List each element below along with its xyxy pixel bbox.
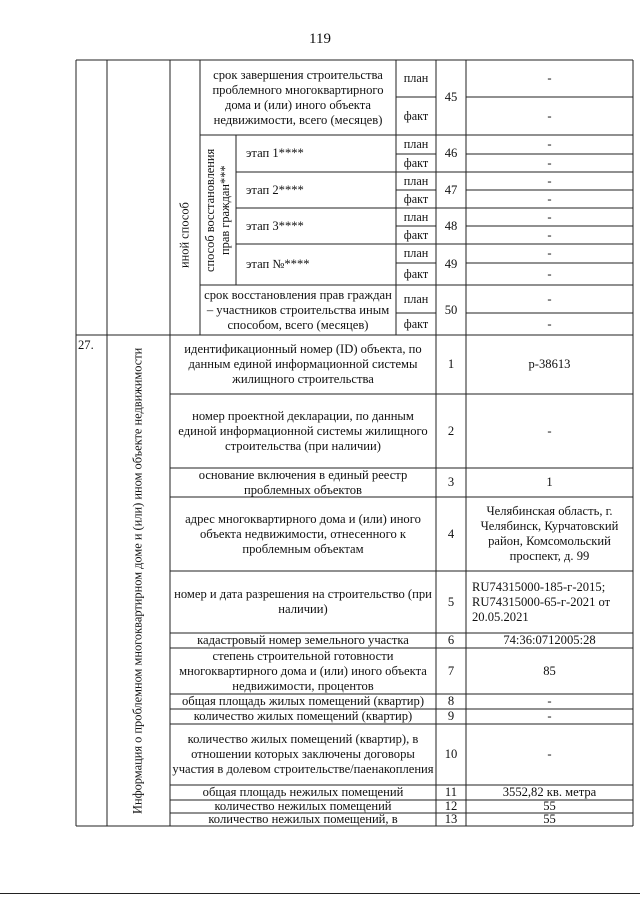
fact-value: - bbox=[547, 155, 552, 170]
field-value: - bbox=[547, 423, 552, 438]
plan-value: - bbox=[547, 246, 552, 260]
field-value: - bbox=[547, 694, 552, 708]
fact-value: - bbox=[547, 266, 552, 281]
field-number: 1 bbox=[447, 357, 455, 371]
field-label: номер и дата разрешения на строительство (при наличии) bbox=[174, 587, 432, 616]
field-number: 2 bbox=[447, 423, 455, 438]
field-number: 5 bbox=[447, 594, 455, 609]
field-value: RU74315000-185-г-2015; RU74315000-65-г-2021 от 20.05.2021 bbox=[472, 579, 611, 624]
plan-value: - bbox=[547, 71, 552, 85]
problem-object-group-label: Информация о проблемном многоквартирном доме и (или) ином объекте недвижимости bbox=[130, 347, 145, 815]
field-value: Челябинская область, г. Челябинск, Курчатовский район, Комсомольский проспект, д. 99 bbox=[480, 504, 619, 563]
field-label: адрес многоквартирного дома и (или) иного объекта недвижимости, отнесенного к проблемным объектам bbox=[185, 511, 421, 556]
stage-label: этап №**** bbox=[246, 257, 310, 271]
field-value: p-38613 bbox=[528, 357, 571, 371]
field-number: 3 bbox=[447, 475, 455, 489]
page-number: 119 bbox=[309, 31, 331, 47]
fact-value: - bbox=[547, 316, 552, 331]
plan-label: план bbox=[403, 246, 429, 260]
fact-label: факт bbox=[403, 191, 429, 206]
field-number: 12 bbox=[444, 799, 458, 813]
other-method-label: иной способ bbox=[177, 202, 192, 268]
row-number: 50 bbox=[444, 302, 458, 317]
section-row-number: 27. bbox=[78, 337, 94, 352]
field-number: 6 bbox=[447, 633, 455, 647]
field-label: количество жилых помещений (квартир) bbox=[193, 709, 413, 723]
stage-label: этап 3**** bbox=[246, 218, 304, 233]
row-number: 48 bbox=[444, 218, 458, 233]
stage-label: этап 2**** bbox=[246, 182, 304, 197]
field-number: 9 bbox=[447, 709, 455, 723]
plan-label: план bbox=[403, 173, 429, 188]
plan-label: план bbox=[403, 291, 429, 306]
plan-value: - bbox=[547, 291, 552, 306]
plan-label: план bbox=[403, 209, 429, 224]
plan-label: план bbox=[403, 71, 429, 85]
field-value: 3552,82 кв. метра bbox=[502, 785, 597, 799]
field-number: 7 bbox=[447, 663, 455, 678]
restoration-term-label: срок восстановления прав граждан – участников строительства иным способом, всего (месяцев) bbox=[204, 287, 392, 332]
field-number: 10 bbox=[444, 747, 458, 761]
fact-label: факт bbox=[403, 266, 429, 281]
field-label: количество нежилых помещений, в bbox=[208, 812, 398, 826]
field-value: - bbox=[547, 747, 552, 761]
row-number: 45 bbox=[444, 90, 458, 104]
field-value: 1 bbox=[546, 475, 553, 489]
completion-term-label: срок завершения строительства проблемного многоквартирного дома и (или) иного объекта недвижимости, всего (месяцев) bbox=[212, 67, 384, 127]
restoration-method-label: способ восстановления прав граждан*** bbox=[203, 148, 232, 272]
row-number: 49 bbox=[444, 257, 458, 271]
field-value: 55 bbox=[543, 799, 556, 813]
fact-label: факт bbox=[403, 227, 429, 242]
field-label: номер проектной декларации, по данным единой информационной системы жилищного строительства (при наличии) bbox=[178, 408, 428, 453]
fact-label: факт bbox=[403, 316, 429, 331]
field-value: 74:36:0712005:28 bbox=[503, 633, 596, 647]
field-value: - bbox=[547, 709, 552, 723]
field-label: основание включения в единый реестр проблемных объектов bbox=[198, 467, 408, 497]
field-label: степень строительной готовности многоквартирного дома и (или) иного объекта недвижимости, процентов bbox=[179, 648, 427, 693]
plan-value: - bbox=[547, 137, 552, 151]
stage-label: этап 1**** bbox=[246, 146, 304, 160]
plan-value: - bbox=[547, 173, 552, 188]
fact-value: - bbox=[547, 108, 552, 123]
plan-value: - bbox=[547, 209, 552, 224]
field-number: 11 bbox=[444, 785, 458, 799]
field-label: количество жилых помещений (квартир), в отношении которых заключены договоры участия в долевом строительстве/паенакопления bbox=[172, 732, 434, 776]
field-value: 85 bbox=[543, 663, 556, 678]
field-label: количество нежилых помещений bbox=[214, 799, 392, 813]
field-label: идентификационный номер (ID) объекта, по данным единой информационной системы жилищного строительства bbox=[184, 342, 422, 386]
page-bottom-rule bbox=[0, 893, 640, 894]
field-number: 4 bbox=[447, 526, 455, 541]
fact-value: - bbox=[547, 191, 552, 206]
fact-label: факт bbox=[403, 108, 429, 123]
row-number: 46 bbox=[444, 146, 458, 160]
field-label: общая площадь жилых помещений (квартир) bbox=[181, 694, 425, 708]
field-label: кадастровый номер земельного участка bbox=[197, 633, 409, 647]
plan-label: план bbox=[403, 137, 429, 151]
field-label: общая площадь нежилых помещений bbox=[202, 785, 404, 799]
field-number: 8 bbox=[447, 694, 455, 708]
field-value: 55 bbox=[543, 812, 556, 826]
fact-label: факт bbox=[403, 155, 429, 170]
row-number: 47 bbox=[444, 182, 458, 197]
fact-value: - bbox=[547, 227, 552, 242]
field-number: 13 bbox=[444, 812, 458, 826]
